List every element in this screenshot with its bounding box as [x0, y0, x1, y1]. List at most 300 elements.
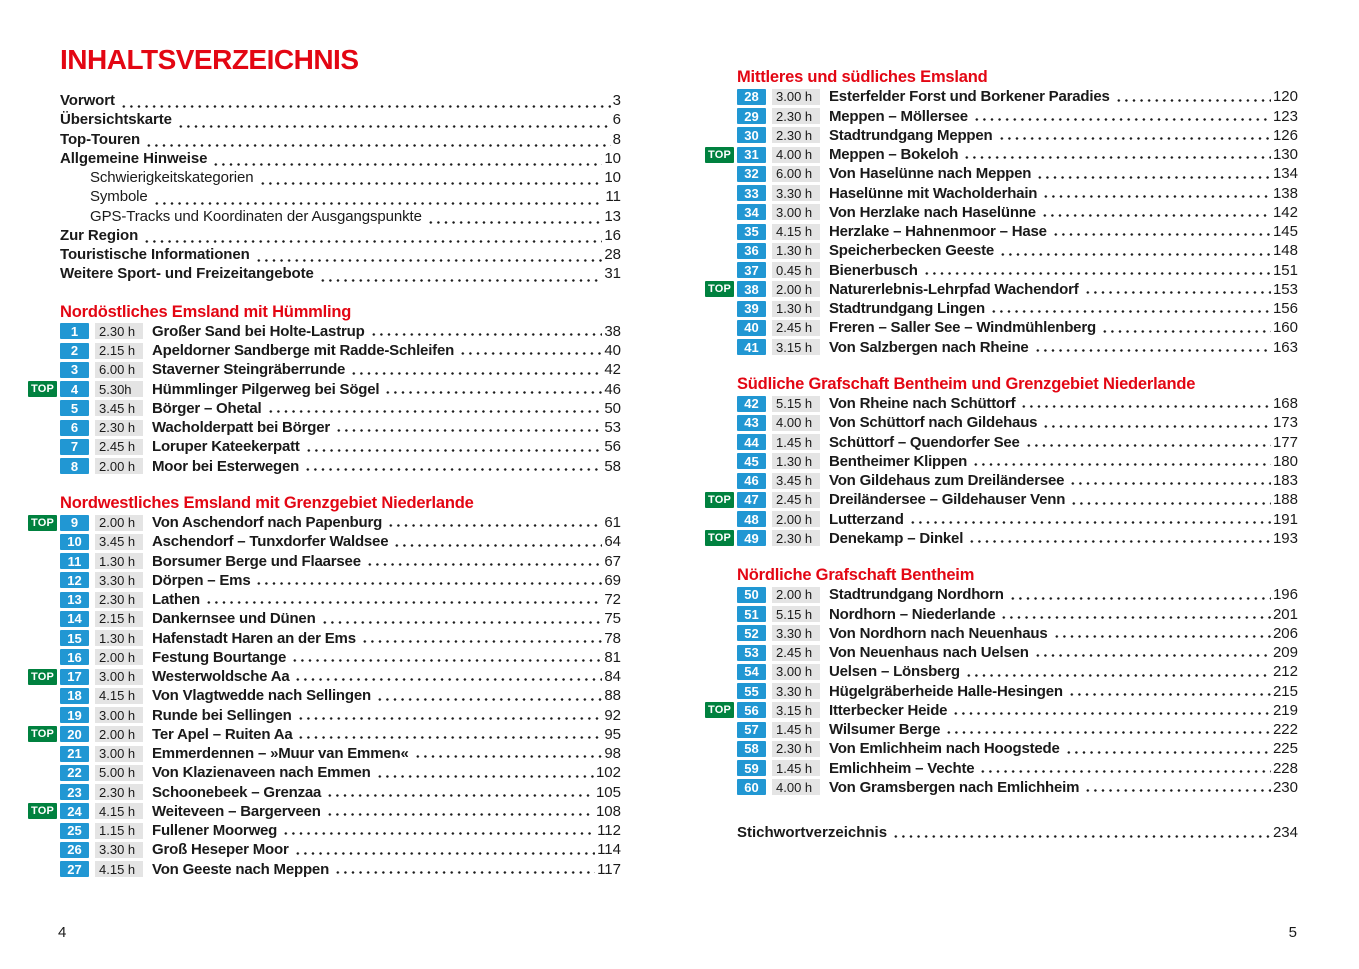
page-number: 209 — [1272, 644, 1298, 662]
toc-section — [30, 493, 621, 879]
dot-leader — [945, 731, 1271, 734]
tour-duration: 3.30 h — [95, 572, 143, 588]
page-number: 156 — [1272, 300, 1298, 318]
tour-row — [737, 338, 1298, 357]
dot-leader — [1084, 291, 1271, 294]
tour-title: Weiteveen – Bargerveen — [152, 802, 321, 820]
front-matter-label: Vorwort — [60, 92, 115, 109]
tour-number-badge: 17 — [60, 669, 89, 685]
dot-leader — [952, 712, 1271, 715]
top-badge: TOP — [705, 492, 734, 508]
tour-number-badge: 42 — [737, 396, 766, 412]
tour-title: Großer Sand bei Holte-Lastrup — [152, 322, 365, 340]
tour-row — [737, 87, 1298, 106]
tour-duration: 2.30 h — [772, 108, 820, 124]
page-number: 75 — [604, 610, 621, 628]
front-matter-row — [60, 246, 621, 265]
tour-duration: 4.15 h — [772, 224, 820, 240]
index-entry-row — [737, 824, 1298, 841]
tour-row — [60, 532, 621, 551]
tour-duration: 5.15 h — [772, 396, 820, 412]
tour-row — [737, 413, 1298, 432]
tour-number-badge: 6 — [60, 420, 89, 436]
right-page-column — [707, 50, 1298, 841]
top-badge: TOP — [28, 381, 57, 397]
tour-title: Emmerdennen – »Muur van Emmen« — [152, 745, 409, 763]
tour-duration: 4.00 h — [772, 779, 820, 795]
front-matter-label: Top-Touren — [60, 130, 141, 148]
front-matter-row — [60, 150, 621, 169]
dot-leader — [335, 429, 602, 432]
front-matter-row — [60, 265, 621, 284]
tour-number-badge: 35 — [737, 224, 766, 240]
page-number: 168 — [1272, 395, 1298, 413]
tour-duration: 5.00 h — [95, 765, 143, 781]
tour-row — [737, 778, 1298, 797]
tour-row — [60, 860, 621, 879]
tour-number-badge: 54 — [737, 664, 766, 680]
tour-duration: 2.00 h — [95, 458, 143, 474]
tour-duration: 2.45 h — [772, 320, 820, 336]
page-number: 163 — [1272, 338, 1298, 356]
dot-leader — [1041, 214, 1271, 217]
tour-number-badge: 2 — [60, 343, 89, 359]
tour-title: Schüttorf – Quendorfer See — [829, 433, 1020, 451]
section-rows — [707, 585, 1298, 797]
page-number: 72 — [604, 591, 621, 609]
page-number: 102 — [595, 764, 621, 782]
tour-number-badge: 44 — [737, 434, 766, 450]
tour-title: Apeldorner Sandberge mit Radde-Schleifen — [152, 342, 455, 360]
tour-title: Fullener Moorweg — [152, 822, 278, 840]
page-title: INHALTSVERZEICHNIS — [60, 44, 359, 75]
dot-leader — [1034, 349, 1271, 352]
top-badge: TOP — [705, 281, 734, 297]
tour-duration: 4.15 h — [95, 803, 143, 819]
dot-leader — [1042, 195, 1271, 198]
tour-number-badge: 59 — [737, 760, 766, 776]
dot-leader — [321, 621, 603, 624]
tour-duration: 2.00 h — [772, 587, 820, 603]
tour-number-badge: 58 — [737, 741, 766, 757]
tour-title: Von Neuenhaus nach Uelsen — [829, 644, 1029, 662]
dot-leader — [376, 698, 602, 701]
page-number: 6 — [612, 111, 621, 129]
page-number: 177 — [1272, 433, 1298, 451]
tour-row — [707, 145, 1298, 164]
tour-title: Festung Bourtange — [152, 648, 287, 666]
section-heading: Nordöstliches Emsland mit Hümmling — [60, 302, 352, 321]
tour-row — [737, 299, 1298, 318]
tour-duration: 2.00 h — [95, 649, 143, 665]
tour-title: Dreiländersee – Gildehauser Venn — [829, 491, 1066, 509]
tour-title: Lutterzand — [829, 510, 904, 528]
tour-row — [60, 763, 621, 782]
dot-leader — [305, 449, 603, 452]
page-number: 13 — [604, 207, 621, 225]
tour-row — [737, 126, 1298, 145]
tour-title: Von Rheine nach Schüttorf — [829, 395, 1016, 413]
tour-title: Von Emlichheim nach Hoogstede — [829, 740, 1060, 758]
tour-number-badge: 20 — [60, 726, 89, 742]
tour-title: Wilsumer Berge — [829, 721, 941, 739]
page-number: 84 — [604, 668, 621, 686]
tour-title: Von Klazienaveen nach Emmen — [152, 764, 371, 782]
dot-leader — [1101, 330, 1271, 333]
tour-number-badge: 52 — [737, 625, 766, 641]
dot-leader — [972, 463, 1271, 466]
tour-duration: 3.00 h — [95, 746, 143, 762]
front-matter-label: Zur Region — [60, 226, 139, 244]
toc-section — [30, 302, 621, 476]
top-badge: TOP — [28, 669, 57, 685]
dot-leader — [1052, 233, 1271, 236]
page-number: 117 — [597, 860, 621, 878]
tour-number-badge: 11 — [60, 553, 89, 569]
page-number: 8 — [612, 130, 621, 148]
tour-title: Hümmlinger Pilgerweg bei Sögel — [152, 380, 380, 398]
folio-right: 5 — [1288, 924, 1297, 941]
tour-duration: 5.15 h — [772, 606, 820, 622]
tour-duration: 1.45 h — [772, 434, 820, 450]
tour-duration: 3.00 h — [772, 204, 820, 220]
tour-duration: 1.30 h — [95, 553, 143, 569]
dot-leader — [979, 770, 1271, 773]
tour-duration: 1.30 h — [772, 301, 820, 317]
tour-title: Runde bei Sellingen — [152, 706, 292, 724]
dot-leader — [1042, 425, 1271, 428]
tour-title: Loruper Kateekerpatt — [152, 438, 300, 456]
tour-row — [60, 418, 621, 437]
tour-title: Von Gramsbergen nach Emlichheim — [829, 778, 1080, 796]
tour-duration: 3.15 h — [772, 339, 820, 355]
tour-row — [60, 322, 621, 341]
tour-duration: 6.00 h — [772, 166, 820, 182]
tour-number-badge: 51 — [737, 606, 766, 622]
section-heading: Nordwestliches Emsland mit Grenzgebiet Niederlande — [60, 493, 474, 512]
tour-row — [707, 701, 1298, 720]
tour-title: Hafenstadt Haren an der Ems — [152, 629, 356, 647]
dot-leader — [965, 674, 1271, 677]
dot-leader — [304, 468, 602, 471]
dot-leader — [153, 202, 604, 205]
tour-row — [707, 529, 1298, 548]
dot-leader — [963, 156, 1271, 159]
front-matter-label: Übersichtskarte — [60, 111, 172, 129]
page-number: 219 — [1272, 701, 1298, 719]
tour-duration: 4.15 h — [95, 688, 143, 704]
front-matter-label: Weitere Sport- und Freizeitangebote — [60, 265, 314, 283]
page-number: 40 — [604, 342, 621, 360]
tour-title: Itterbecker Heide — [829, 701, 948, 719]
tour-title: Stadtrundgang Meppen — [829, 126, 993, 144]
tour-title: Lathen — [152, 591, 200, 609]
tour-duration: 4.00 h — [772, 415, 820, 431]
page-number: 69 — [604, 571, 621, 589]
tour-title: Wacholderpatt bei Börger — [152, 419, 330, 437]
tour-title: Stadtrundgang Lingen — [829, 300, 985, 318]
tour-number-badge: 7 — [60, 439, 89, 455]
dot-leader — [923, 272, 1271, 275]
tour-duration: 2.45 h — [95, 439, 143, 455]
tour-title: Von Schüttorf nach Gildehaus — [829, 414, 1038, 432]
dot-leader — [909, 521, 1271, 524]
tour-row — [60, 706, 621, 725]
tour-duration: 2.00 h — [95, 726, 143, 742]
tour-row — [30, 725, 621, 744]
tour-duration: 2.45 h — [772, 645, 820, 661]
tour-duration: 3.30 h — [95, 842, 143, 858]
page-number: 134 — [1272, 165, 1298, 183]
dot-leader — [267, 410, 603, 413]
tour-title: Freren – Saller See – Windmühlenberg — [829, 319, 1096, 337]
page-number: 151 — [1272, 261, 1298, 279]
tour-title: Staverner Steingräberrunde — [152, 361, 346, 379]
tour-duration: 1.30 h — [95, 630, 143, 646]
tour-title: Naturerlebnis-Lehrpfad Wachendorf — [829, 280, 1079, 298]
front-matter-list — [60, 92, 621, 285]
tour-duration: 3.30 h — [772, 185, 820, 201]
tour-row — [60, 744, 621, 763]
tour-number-badge: 45 — [737, 453, 766, 469]
page-number: 88 — [604, 687, 621, 705]
tour-row — [737, 261, 1298, 280]
page-number: 58 — [604, 457, 621, 475]
dot-leader — [259, 182, 603, 185]
dot-leader — [1070, 502, 1271, 505]
tour-number-badge: 13 — [60, 592, 89, 608]
dot-leader — [334, 871, 595, 874]
tour-row — [737, 662, 1298, 681]
tour-title: Dankernsee und Dünen — [152, 610, 316, 628]
page-number: 3 — [612, 92, 621, 109]
tour-row — [737, 510, 1298, 529]
dot-leader — [968, 540, 1271, 543]
tour-title: Herzlake – Hahnenmoor – Hase — [829, 223, 1047, 241]
dot-leader — [1065, 751, 1271, 754]
page-number: 64 — [604, 533, 621, 551]
page-number: 120 — [1272, 88, 1298, 106]
tour-number-badge: 40 — [737, 320, 766, 336]
section-heading: Mittleres und südliches Emsland — [737, 68, 988, 86]
tour-row — [737, 222, 1298, 241]
tour-row — [60, 457, 621, 476]
tour-number-badge: 12 — [60, 572, 89, 588]
tour-number-badge: 14 — [60, 611, 89, 627]
dot-leader — [1053, 635, 1271, 638]
page-number: 95 — [604, 725, 621, 743]
toc-section — [707, 566, 1298, 797]
tour-number-badge: 60 — [737, 779, 766, 795]
dot-leader — [297, 736, 602, 739]
page-number: 142 — [1272, 203, 1298, 221]
tour-duration: 3.45 h — [95, 400, 143, 416]
dot-leader — [326, 794, 594, 797]
tour-title: Von Geeste nach Meppen — [152, 860, 330, 878]
tour-title: Uelsen – Lönsberg — [829, 663, 960, 681]
tour-number-badge: 43 — [737, 415, 766, 431]
page-number: 10 — [604, 149, 621, 167]
tour-duration: 2.00 h — [772, 511, 820, 527]
tour-number-badge: 31 — [737, 147, 766, 163]
tour-number-badge: 41 — [737, 339, 766, 355]
tour-number-badge: 57 — [737, 722, 766, 738]
top-badge: TOP — [705, 530, 734, 546]
front-matter-label: Schwierigkeitskategorien — [90, 169, 254, 186]
tour-title: Meppen – Möllersee — [829, 107, 968, 125]
tour-duration: 3.00 h — [95, 707, 143, 723]
tour-number-badge: 24 — [60, 803, 89, 819]
front-matter-label: Allgemeine Hinweise — [60, 149, 208, 167]
tour-title: Von Salzbergen nach Rheine — [829, 338, 1029, 356]
tour-number-badge: 47 — [737, 492, 766, 508]
tour-number-badge: 1 — [60, 323, 89, 339]
tour-duration: 3.45 h — [772, 473, 820, 489]
section-rows — [30, 322, 621, 476]
page-number: 92 — [604, 706, 621, 724]
tour-number-badge: 36 — [737, 243, 766, 259]
tour-duration: 2.30 h — [772, 530, 820, 546]
tour-row — [737, 203, 1298, 222]
tour-number-badge: 46 — [737, 473, 766, 489]
tour-title: Bentheimer Klippen — [829, 452, 968, 470]
tour-duration: 4.00 h — [772, 147, 820, 163]
folio-left: 4 — [58, 924, 67, 941]
tour-row — [737, 720, 1298, 739]
section-rows — [707, 87, 1298, 357]
tour-duration: 1.45 h — [772, 722, 820, 738]
tour-row — [60, 686, 621, 705]
tour-title: Haselünne mit Wacholderhain — [829, 184, 1038, 202]
page-number: 112 — [597, 822, 621, 840]
tour-duration: 3.00 h — [772, 89, 820, 105]
tour-number-badge: 18 — [60, 688, 89, 704]
dot-leader — [414, 755, 603, 758]
tour-duration: 3.30 h — [772, 683, 820, 699]
tour-row — [737, 433, 1298, 452]
dot-leader — [1034, 654, 1271, 657]
tour-duration: 2.30 h — [95, 592, 143, 608]
tour-row — [737, 184, 1298, 203]
tour-row — [30, 513, 621, 532]
tour-row — [737, 643, 1298, 662]
page-number: 153 — [1272, 280, 1298, 298]
dot-leader — [370, 333, 603, 336]
page-number: 180 — [1272, 452, 1298, 470]
tour-duration: 1.30 h — [772, 453, 820, 469]
tour-row — [707, 280, 1298, 299]
tour-title: Von Vlagtwedde nach Sellingen — [152, 687, 371, 705]
page-number: 38 — [604, 322, 621, 340]
dot-leader — [319, 279, 603, 282]
front-matter-row — [60, 131, 621, 150]
tour-title: Von Aschendorf nach Papenburg — [152, 514, 383, 532]
front-matter-row — [60, 169, 621, 188]
tour-title: Von Haselünne nach Meppen — [829, 165, 1032, 183]
dot-leader — [393, 544, 602, 547]
tour-number-badge: 32 — [737, 166, 766, 182]
page-number: 31 — [604, 265, 621, 283]
tour-duration: 3.00 h — [772, 664, 820, 680]
tour-number-badge: 3 — [60, 362, 89, 378]
tour-duration: 2.30 h — [95, 420, 143, 436]
tour-duration: 3.30 h — [772, 625, 820, 641]
toc-section — [707, 374, 1298, 548]
front-matter-label: Touristische Informationen — [60, 246, 250, 263]
tour-row — [737, 452, 1298, 471]
tour-row — [60, 648, 621, 667]
page-number: 212 — [1272, 663, 1298, 681]
tour-title: Westerwoldsche Aa — [152, 668, 290, 686]
dot-leader — [1036, 176, 1271, 179]
dot-leader — [1069, 482, 1271, 485]
tour-duration: 0.45 h — [772, 262, 820, 278]
dot-leader — [291, 659, 602, 662]
tour-number-badge: 27 — [60, 861, 89, 877]
tour-row — [737, 241, 1298, 260]
tour-row — [737, 605, 1298, 624]
tour-duration: 2.30 h — [772, 741, 820, 757]
tour-number-badge: 29 — [737, 108, 766, 124]
tour-title: Groß Heseper Moor — [152, 841, 289, 859]
top-badge: TOP — [28, 726, 57, 742]
tour-row — [60, 360, 621, 379]
page-number: 183 — [1272, 472, 1298, 490]
tour-title: Aschendorf – Tunxdorfer Waldsee — [152, 533, 389, 551]
dot-leader — [177, 125, 611, 128]
tour-title: Von Nordhorn nach Neuenhaus — [829, 624, 1048, 642]
tour-title: Hügelgräberheide Halle-Hesingen — [829, 682, 1063, 700]
tour-row — [60, 821, 621, 840]
tour-row — [60, 783, 621, 802]
tour-number-badge: 10 — [60, 534, 89, 550]
tour-row — [60, 399, 621, 418]
page-number: 108 — [595, 802, 621, 820]
tour-title: Moor bei Esterwegen — [152, 457, 300, 475]
page-number: 67 — [604, 552, 621, 570]
tour-duration: 2.30 h — [95, 784, 143, 800]
tour-duration: 3.45 h — [95, 534, 143, 550]
dot-leader — [294, 678, 602, 681]
page-number: 138 — [1272, 184, 1298, 202]
dot-leader — [366, 563, 602, 566]
tour-duration: 1.45 h — [772, 760, 820, 776]
front-matter-row — [60, 188, 621, 207]
tour-title: Von Gildehaus zum Dreiländersee — [829, 472, 1065, 490]
tour-duration: 3.00 h — [95, 669, 143, 685]
left-page-column — [30, 44, 621, 879]
tour-duration: 1.30 h — [772, 243, 820, 259]
page-number: 145 — [1272, 223, 1298, 241]
page-number: 56 — [604, 438, 621, 456]
tour-title: Denekamp – Dinkel — [829, 529, 964, 547]
tour-title: Bienerbusch — [829, 261, 918, 279]
page-number: 105 — [595, 783, 621, 801]
tour-number-badge: 8 — [60, 458, 89, 474]
page-number: 228 — [1272, 759, 1298, 777]
dot-leader — [255, 582, 602, 585]
tour-row — [60, 629, 621, 648]
page-number: 46 — [604, 380, 621, 398]
page-number: 61 — [604, 514, 621, 532]
tour-number-badge: 30 — [737, 127, 766, 143]
tour-number-badge: 23 — [60, 784, 89, 800]
tour-number-badge: 37 — [737, 262, 766, 278]
front-matter-row — [60, 227, 621, 246]
tour-duration: 1.15 h — [95, 823, 143, 839]
page-number: 193 — [1272, 529, 1298, 547]
toc-section — [707, 68, 1298, 357]
